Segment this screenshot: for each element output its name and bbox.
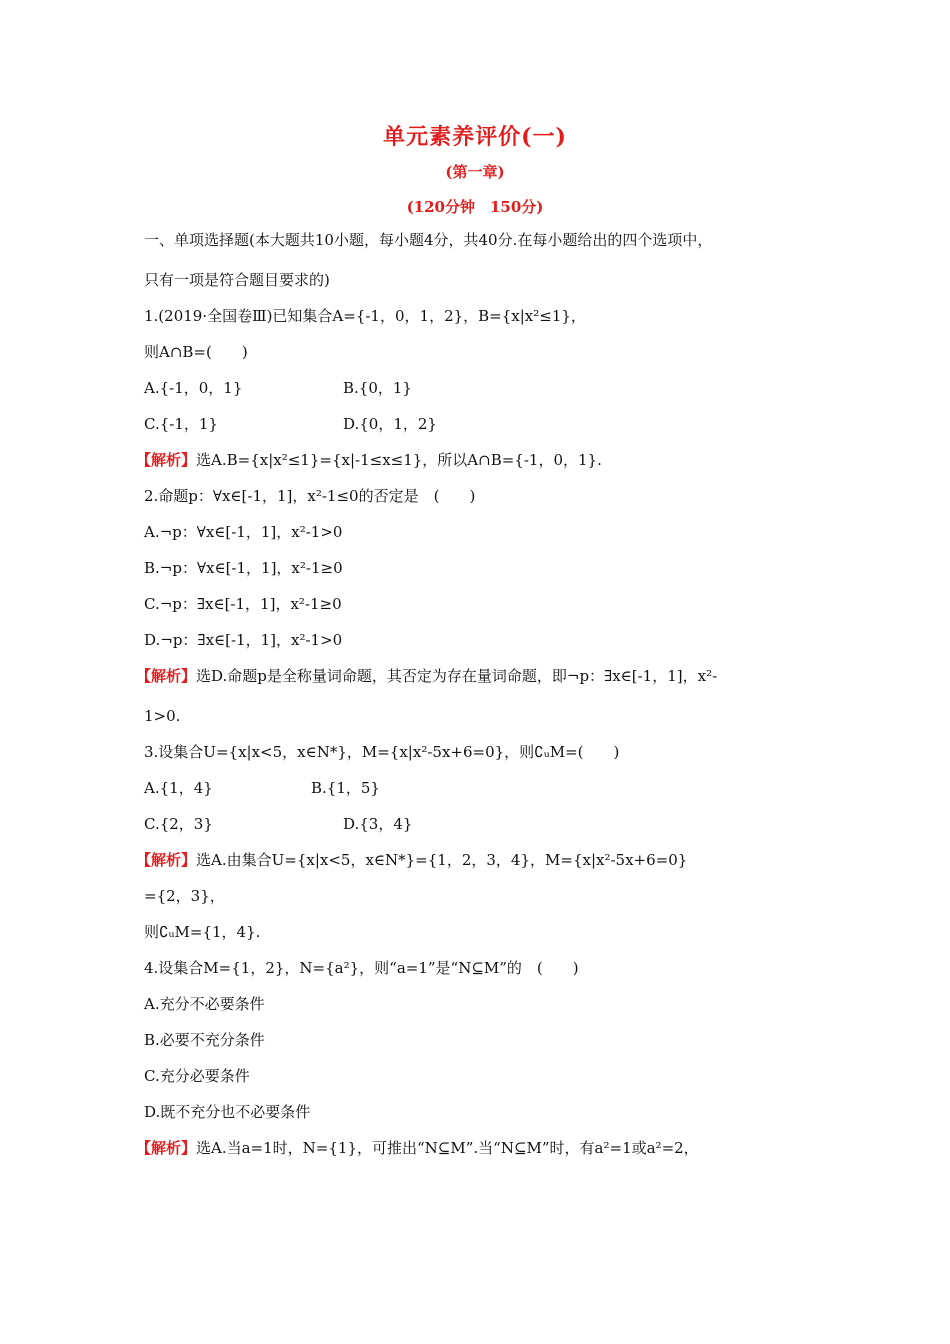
section-instruction-1: 一、单项选择题(本大题共10小题，每小题4分，共40分.在每小题给出的四个选项中，: [144, 231, 713, 249]
q4-option-d: D.既不充分也不必要条件: [144, 1103, 311, 1121]
q2-stem: 2.命题p：∀x∈[-1，1]，x²-1≤0的否定是 ( ): [144, 487, 476, 505]
q2-option-a: A.¬p：∀x∈[-1，1]，x²-1>0: [144, 523, 343, 541]
q4-stem: 4.设集合M={1，2}，N={a²}，则“a=1”是“N⊆M”的 ( ): [144, 959, 579, 977]
analysis-tag: 【解析】: [136, 667, 197, 685]
q1-option-c: C.{-1，1}: [144, 415, 218, 433]
chapter-label: (第一章): [445, 163, 505, 181]
analysis-tag: 【解析】: [136, 1139, 197, 1157]
page-title: 单元素养评价(一): [383, 124, 567, 150]
q2-option-b: B.¬p：∀x∈[-1，1]，x²-1≥0: [144, 559, 343, 577]
q4-option-a: A.充分不必要条件: [144, 995, 265, 1013]
q3-analysis-text: 选A.由集合U={x|x<5，x∈N*}={1，2，3，4}，M={x|x²-5x+6=0}: [196, 851, 688, 869]
q3-option-c: C.{2，3}: [144, 815, 213, 833]
q1-stem-1: 1.(2019·全国卷Ⅲ)已知集合A={-1，0，1，2}，B={x|x²≤1}，: [144, 307, 586, 325]
q3-analysis-cont-1: ={2，3}，: [144, 887, 225, 905]
q1-option-d: D.{0，1，2}: [343, 415, 437, 433]
q3-stem: 3.设集合U={x|x<5，x∈N*}，M={x|x²-5x+6=0}，则∁ᵤM=( ): [144, 743, 620, 761]
analysis-tag: 【解析】: [136, 451, 197, 469]
q2-analysis-text: 选D.命题p是全称量词命题，其否定为存在量词命题，即¬p：∃x∈[-1，1]，x²-: [196, 667, 718, 685]
q3-analysis-cont-2: 则∁ᵤM={1，4}.: [144, 923, 261, 941]
time-score-label: (120分钟 150分): [406, 198, 544, 216]
q1-analysis-text: 选A.B={x|x²≤1}={x|-1≤x≤1}，所以A∩B={-1，0，1}.: [196, 451, 602, 469]
q2-option-c: C.¬p：∃x∈[-1，1]，x²-1≥0: [144, 595, 342, 613]
q1-stem-2: 则A∩B=( ): [144, 343, 248, 361]
q2-analysis-cont: 1>0.: [144, 707, 181, 725]
q4-analysis: [136, 1137, 699, 1159]
q3-option-d: D.{3，4}: [343, 815, 413, 833]
section-instruction-2: 只有一项是符合题目要求的): [144, 271, 330, 289]
q2-analysis: [136, 665, 717, 687]
q4-option-c: C.充分必要条件: [144, 1067, 250, 1085]
analysis-tag: 【解析】: [136, 851, 197, 869]
q3-option-b: B.{1，5}: [311, 779, 380, 797]
q4-analysis-text: 选A.当a=1时，N={1}，可推出“N⊆M”.当“N⊆M”时，有a²=1或a²=2，: [196, 1139, 699, 1157]
q1-option-a: A.{-1，0，1}: [144, 379, 243, 397]
q3-option-a: A.{1，4}: [144, 779, 213, 797]
q1-option-b: B.{0，1}: [343, 379, 412, 397]
q2-option-d: D.¬p：∃x∈[-1，1]，x²-1>0: [144, 631, 343, 649]
q3-analysis: [136, 849, 687, 871]
q4-option-b: B.必要不充分条件: [144, 1031, 265, 1049]
q1-analysis: [136, 449, 602, 471]
